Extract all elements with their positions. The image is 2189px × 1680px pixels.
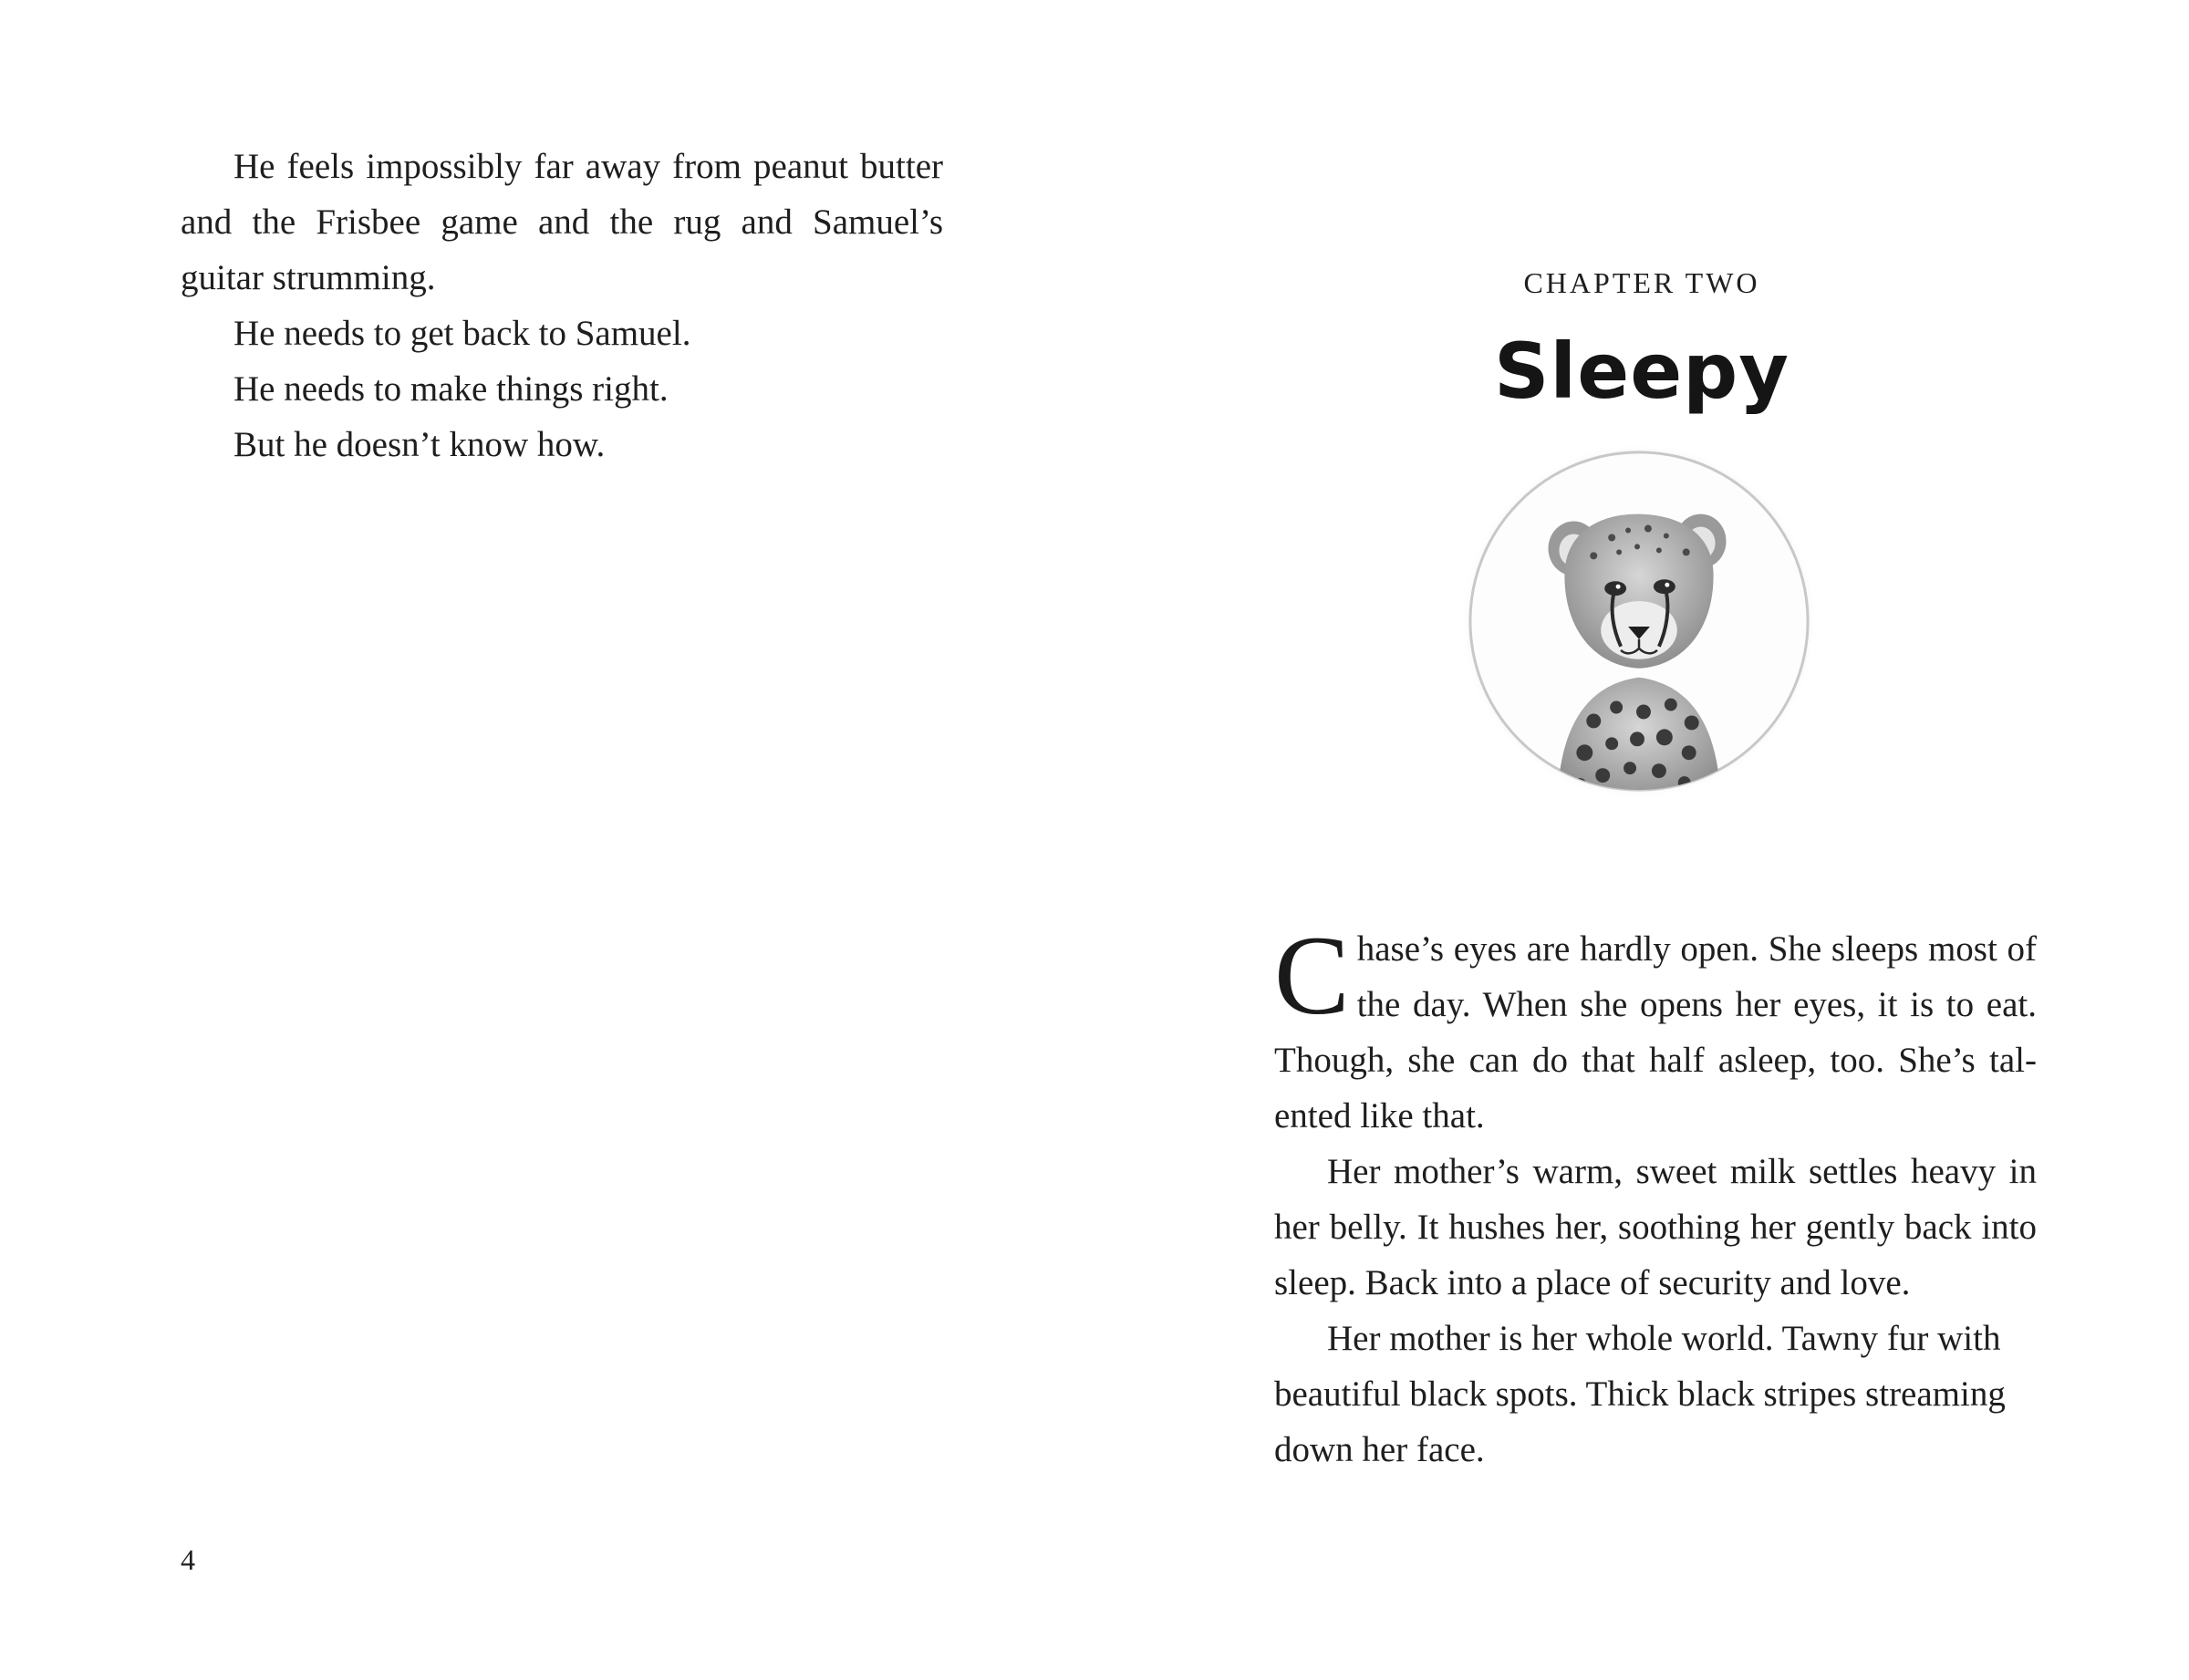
paragraph: But he doesn’t know how.	[233, 425, 606, 464]
right-page	[1094, 0, 2189, 1680]
page-number: 4	[181, 1543, 195, 1576]
chapter-title: Sleepy	[1493, 327, 1790, 416]
opening-paragraph	[1274, 913, 2037, 1144]
paragraph: He feels impossibly far away from peanut butter and the Frisbee game and the rug and Samuel’s guitar strumming.	[181, 147, 943, 297]
drop-cap: C	[1274, 913, 1350, 1038]
cheetah-cub-portrait-icon	[1458, 440, 1821, 803]
left-page	[0, 0, 1094, 1680]
paragraph: Her mother’s warm, sweet milk settles heavy in her belly. It hushes her, soothing her gently back into sleep. Back into a place of security and love.	[1274, 1152, 2037, 1302]
opening-paragraph-text: hase’s eyes are hardly open. She sleeps most of the day. When she opens her eyes, it is to eat. Though, she can do that half asleep, too. She’s talented like that.	[1274, 929, 2037, 1136]
right-page-text	[1274, 913, 2037, 1478]
paragraph: He needs to make things right.	[233, 369, 669, 409]
paragraph: He needs to get back to Samuel.	[233, 314, 691, 353]
chapter-label: CHAPTER TWO	[1523, 266, 1760, 299]
left-page-text	[181, 139, 943, 472]
paragraph: Her mother is her whole world. Tawny fur with beautiful black spots. Thick black stripes streaming down her face.	[1274, 1319, 2006, 1469]
